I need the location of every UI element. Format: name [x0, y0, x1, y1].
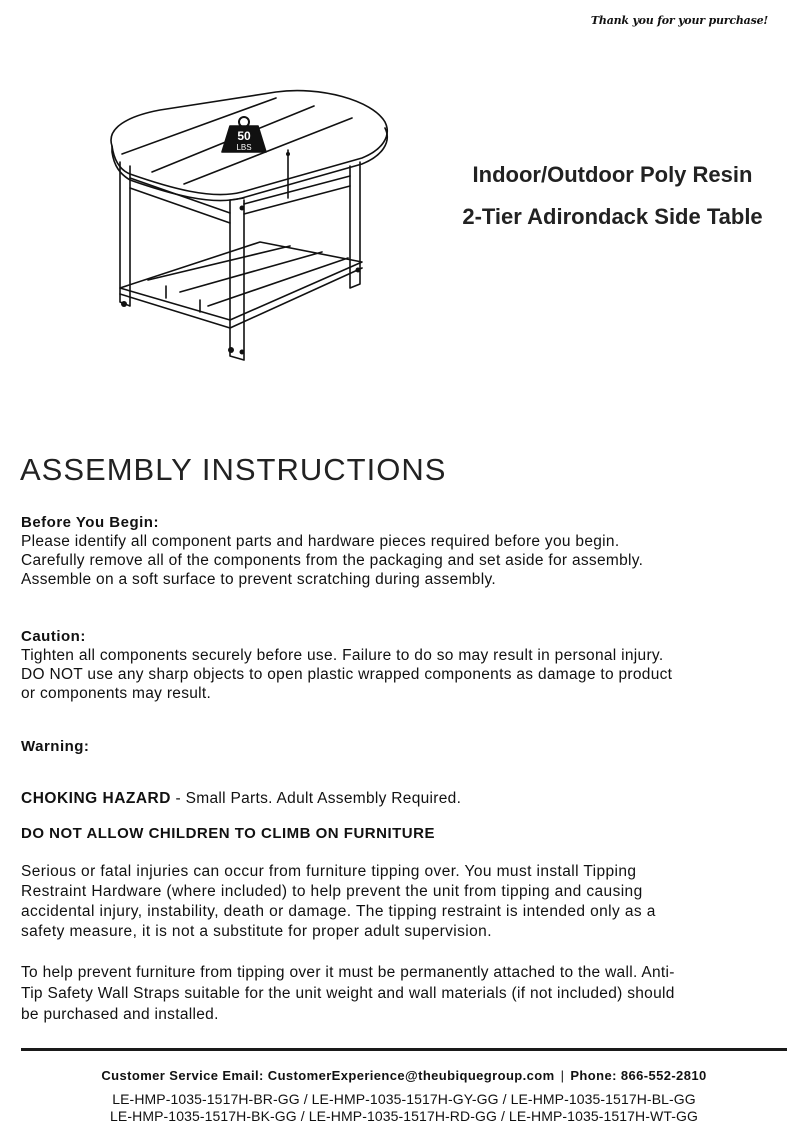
paragraph-line: Restraint Hardware (where included) to help prevent the unit from tipping and causing — [21, 883, 643, 900]
before-you-begin-section — [21, 513, 796, 589]
paragraph-line: Please identify all component parts and hardware pieces required before you begin. — [21, 533, 620, 550]
footer-divider — [21, 1048, 787, 1051]
do-not-climb-warning: DO NOT ALLOW CHILDREN TO CLIMB ON FURNITURE — [21, 825, 435, 842]
warning-section — [21, 737, 796, 756]
page-title: ASSEMBLY INSTRUCTIONS — [20, 452, 447, 487]
section-heading: Caution: — [21, 628, 86, 645]
caution-section — [21, 627, 796, 703]
paragraph-line: Carefully remove all of the components from the packaging and set aside for assembly. — [21, 552, 644, 569]
sku-list-line1: LE-HMP-1035-1517H-BR-GG / LE-HMP-1035-1517H-GY-GG / LE-HMP-1035-1517H-BL-GG — [112, 1091, 696, 1107]
paragraph-line: To help prevent furniture from tipping over it must be permanently attached to the wall. Anti- — [21, 964, 675, 981]
product-title-line2: 2-Tier Adirondack Side Table — [462, 204, 763, 229]
tipping-warning-paragraph — [21, 862, 796, 942]
section-heading: Before You Begin: — [21, 514, 159, 531]
sku-list-line2: LE-HMP-1035-1517H-BK-GG / LE-HMP-1035-1517H-RD-GG / LE-HMP-1035-1517H-WT-GG — [110, 1108, 698, 1124]
side-table-illustration — [100, 88, 400, 378]
wall-strap-paragraph — [21, 962, 796, 1025]
paragraph-line: Tip Safety Wall Straps suitable for the unit weight and wall materials (if not included) should — [21, 985, 675, 1002]
paragraph-line: Tighten all components securely before use. Failure to do so may result in personal injury. — [21, 647, 664, 664]
table-leg-front-right — [230, 198, 244, 360]
weight-badge-value: 50 — [237, 129, 251, 143]
thank-you-note: Thank you for your purchase! — [590, 14, 768, 27]
paragraph-line: DO NOT use any sharp objects to open plastic wrapped components as damage to product — [21, 666, 673, 683]
customer-service-phone[interactable]: Phone: 866-552-2810 — [570, 1068, 707, 1083]
paragraph-line: Serious or fatal injuries can occur from furniture tipping over. You must install Tipping — [21, 863, 637, 880]
paragraph-line: or components may result. — [21, 685, 212, 702]
paragraph-line: Assemble on a soft surface to prevent scratching during assembly. — [21, 571, 496, 588]
product-title-line1: Indoor/Outdoor Poly Resin — [472, 162, 753, 187]
paragraph-line: accidental injury, instability, death or damage. The tipping restraint is intended only as a — [21, 903, 656, 920]
customer-service-email[interactable]: Customer Service Email: CustomerExperience@theubiquegroup.com — [101, 1068, 555, 1083]
customer-service-contact — [0, 1068, 808, 1083]
lower-shelf — [120, 242, 362, 328]
choking-hazard-text: - Small Parts. Adult Assembly Required. — [170, 790, 462, 807]
weight-badge-unit: LBS — [236, 143, 252, 152]
section-heading: Warning: — [21, 738, 90, 755]
choking-hazard-line — [21, 790, 461, 808]
choking-hazard-label: CHOKING HAZARD — [21, 790, 171, 807]
paragraph-line: be purchased and installed. — [21, 1006, 219, 1023]
paragraph-line: safety measure, it is not a substitute for proper adult supervision. — [21, 923, 492, 940]
contact-separator: | — [560, 1068, 565, 1083]
